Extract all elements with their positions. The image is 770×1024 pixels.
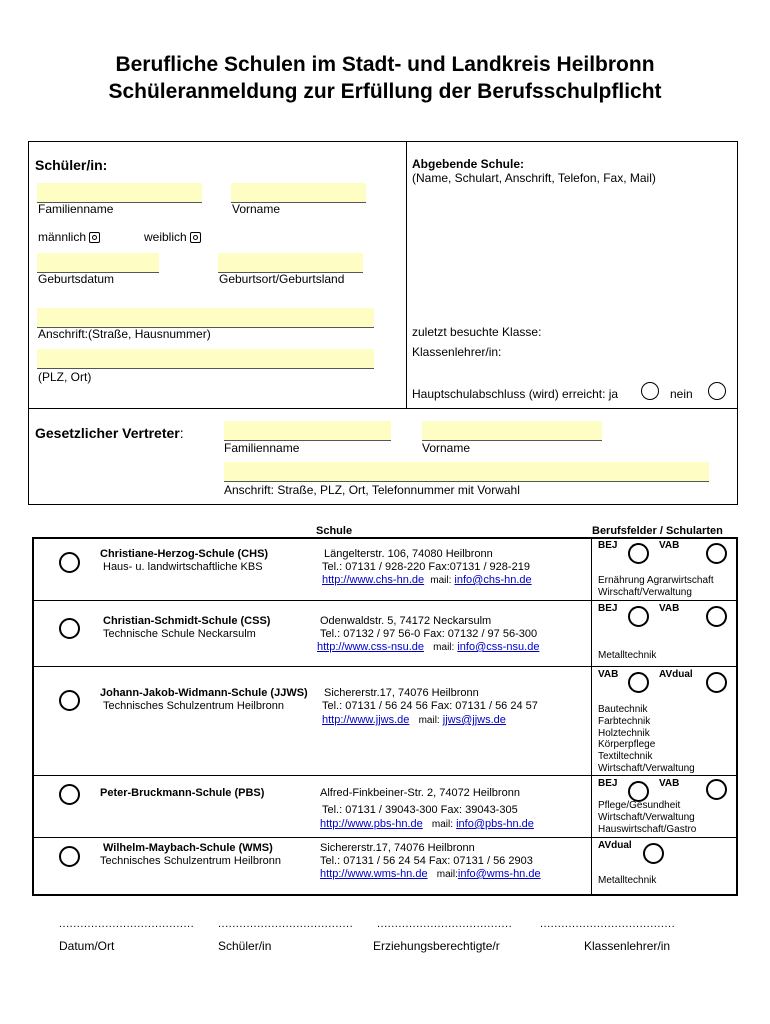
school-street: Alfred-Finkbeiner-Str. 2, 74072 Heilbronn bbox=[320, 787, 520, 799]
field-item: Metalltechnik bbox=[598, 650, 657, 661]
type-label: BEJ bbox=[598, 778, 618, 789]
type-label: AVdual bbox=[659, 669, 693, 680]
student-address-field[interactable] bbox=[37, 308, 374, 328]
field-item: Wirschaft/Verwaltung bbox=[598, 587, 692, 598]
class-teacher-label: Klassenlehrer/in: bbox=[412, 345, 502, 359]
birthdate-field[interactable] bbox=[37, 253, 159, 273]
guardian-address-label: Anschrift: Straße, PLZ, Ort, Telefonnummer mit Vorwahl bbox=[224, 483, 520, 497]
school-email-link[interactable]: jjws@jjws.de bbox=[442, 714, 506, 726]
guardian-lastname-label: Familienname bbox=[224, 441, 300, 455]
select-chs-radio[interactable] bbox=[59, 552, 80, 573]
guardian-heading-colon: : bbox=[179, 425, 184, 441]
field-item: Bautechnik bbox=[598, 704, 648, 715]
guardian-heading-text: Gesetzlicher Vertreter bbox=[35, 425, 180, 441]
student-heading: Schüler/in: bbox=[35, 157, 108, 173]
field-item: Holztechnik bbox=[598, 727, 650, 739]
school-email-link[interactable]: info@wms-hn.de bbox=[457, 868, 541, 880]
signature-line[interactable]: ...................................... bbox=[218, 918, 354, 930]
jjws-vab-radio[interactable] bbox=[628, 672, 649, 693]
signature-label-guardian: Erziehungsberechtigte/r bbox=[373, 939, 500, 953]
school-contact bbox=[322, 574, 532, 587]
col-school-header: Schule bbox=[316, 525, 353, 537]
select-css-radio[interactable] bbox=[59, 618, 80, 639]
pbs-bej-radio[interactable] bbox=[628, 781, 649, 802]
row-divider bbox=[32, 666, 738, 667]
signature-label-teacher: Klassenlehrer/in bbox=[584, 939, 671, 953]
select-jjws-radio[interactable] bbox=[59, 690, 80, 711]
signature-line[interactable]: ...................................... bbox=[59, 918, 195, 930]
row-divider bbox=[32, 600, 738, 601]
signature-label-student: Schüler/in bbox=[218, 939, 272, 953]
birthplace-label: Geburtsort/Geburtsland bbox=[219, 272, 345, 286]
field-list bbox=[598, 800, 696, 836]
type-label: AVdual bbox=[598, 840, 632, 851]
mail-label: mail: bbox=[430, 575, 452, 586]
css-bej-radio[interactable] bbox=[628, 606, 649, 627]
school-contact bbox=[320, 868, 541, 881]
school-street: Sichererstr.17, 74076 Heilbronn bbox=[324, 687, 479, 699]
school-contact bbox=[322, 714, 506, 727]
prev-school-heading: Abgebende Schule: bbox=[412, 157, 525, 171]
school-street: Odenwaldstr. 5, 74172 Neckarsulm bbox=[320, 615, 492, 627]
school-email-link[interactable]: info@chs-hn.de bbox=[454, 574, 532, 586]
student-city-field[interactable] bbox=[37, 349, 374, 369]
school-subtitle: Technische Schule Neckarsulm bbox=[103, 628, 256, 640]
mail-label: mail: bbox=[418, 715, 440, 726]
field-list bbox=[598, 575, 714, 599]
student-lastname-field[interactable] bbox=[37, 183, 202, 203]
school-website-link[interactable]: http://www.pbs-hn.de bbox=[320, 818, 423, 830]
divider bbox=[406, 141, 407, 409]
guardian-firstname-field[interactable] bbox=[422, 421, 602, 441]
school-phone: Tel.: 07131 / 56 24 54 Fax: 07131 / 56 2903 bbox=[320, 855, 533, 867]
graduation-no-label: nein bbox=[670, 387, 693, 401]
school-street: Längelterstr. 106, 74080 Heilbronn bbox=[324, 548, 493, 560]
male-checkbox[interactable] bbox=[89, 232, 100, 243]
student-firstname-label: Vorname bbox=[232, 202, 281, 216]
gender-female[interactable] bbox=[144, 230, 201, 244]
page-subtitle: Schüleranmeldung zur Erfüllung der Berufsschulpflicht bbox=[108, 80, 662, 103]
select-wms-radio[interactable] bbox=[59, 846, 80, 867]
page-title: Berufliche Schulen im Stadt- und Landkreis Heilbronn bbox=[115, 53, 655, 76]
mail-label: mail: bbox=[431, 819, 454, 830]
birthdate-label: Geburtsdatum bbox=[38, 272, 115, 286]
school-contact bbox=[317, 641, 539, 654]
school-email-link[interactable]: info@pbs-hn.de bbox=[456, 818, 534, 830]
school-phone: Tel.: 07131 / 928-220 Fax:07131 / 928-219 bbox=[322, 561, 530, 573]
field-item: Wirtschaft/Verwaltung bbox=[598, 762, 695, 774]
type-label: BEJ bbox=[598, 603, 618, 614]
school-website-link[interactable]: http://www.wms-hn.de bbox=[320, 868, 428, 880]
col-fields-header: Berufsfelder / Schularten bbox=[592, 525, 723, 537]
last-class-label: zuletzt besuchte Klasse: bbox=[412, 325, 542, 339]
field-item: Wirtschaft/Verwaltung bbox=[598, 812, 695, 823]
student-city-label: (PLZ, Ort) bbox=[38, 370, 92, 384]
field-item: Hauswirtschaft/Gastro bbox=[598, 824, 697, 835]
chs-bej-radio[interactable] bbox=[628, 543, 649, 564]
css-vab-radio[interactable] bbox=[706, 606, 727, 627]
field-item: Körperpflege bbox=[598, 739, 656, 751]
school-website-link[interactable]: http://www.jjws.de bbox=[322, 714, 410, 726]
school-phone: Tel.: 07131 / 39043-300 Fax: 39043-305 bbox=[322, 804, 518, 816]
school-subtitle: Technisches Schulzentrum Heilbronn bbox=[100, 855, 281, 867]
mail-label: mail: bbox=[433, 642, 455, 653]
birthplace-field[interactable] bbox=[218, 253, 363, 273]
female-checkbox[interactable] bbox=[190, 232, 201, 243]
type-label: BEJ bbox=[598, 540, 618, 551]
field-item: Farbtechnik bbox=[598, 715, 651, 727]
school-website-link[interactable]: http://www.css-nsu.de bbox=[317, 641, 424, 653]
school-contact bbox=[320, 818, 534, 831]
school-name: Wilhelm-Maybach-Schule (WMS) bbox=[103, 842, 273, 854]
graduation-label: Hauptschulabschluss (wird) erreicht: ja bbox=[412, 387, 619, 401]
mail-label: mail: bbox=[436, 869, 458, 880]
gender-male-label: männlich bbox=[38, 230, 87, 244]
school-website-link[interactable]: http://www.chs-hn.de bbox=[322, 574, 425, 586]
school-street: Sichererstr.17, 74076 Heilbronn bbox=[320, 842, 475, 854]
signature-line[interactable]: ...................................... bbox=[540, 918, 676, 930]
type-label: VAB bbox=[598, 669, 619, 680]
row-divider bbox=[32, 775, 738, 776]
guardian-lastname-field[interactable] bbox=[224, 421, 391, 441]
school-phone: Tel.: 07132 / 97 56-0 Fax: 07132 / 97 56-300 bbox=[320, 628, 538, 640]
chs-vab-radio[interactable] bbox=[706, 543, 727, 564]
school-name: Christiane-Herzog-Schule (CHS) bbox=[100, 548, 269, 560]
student-address-label: Anschrift:(Straße, Hausnummer) bbox=[38, 327, 211, 341]
jjws-avdual-radio[interactable] bbox=[706, 672, 727, 693]
field-list bbox=[598, 704, 695, 775]
type-label: VAB bbox=[659, 603, 680, 614]
graduation-no-radio[interactable] bbox=[708, 382, 726, 400]
pbs-vab-radio[interactable] bbox=[706, 779, 727, 800]
guardian-address-field[interactable] bbox=[224, 462, 709, 482]
student-firstname-field[interactable] bbox=[231, 183, 366, 203]
school-email-link[interactable]: info@css-nsu.de bbox=[457, 641, 540, 653]
type-label: VAB bbox=[659, 778, 680, 789]
field-item: Textiltechnik bbox=[598, 751, 653, 763]
signature-line[interactable]: ...................................... bbox=[377, 918, 513, 930]
type-label: VAB bbox=[659, 540, 680, 551]
row-divider bbox=[32, 837, 738, 838]
school-name: Johann-Jakob-Widmann-Schule (JJWS) bbox=[100, 687, 308, 699]
graduation-yes-radio[interactable] bbox=[641, 382, 659, 400]
signature-label-date: Datum/Ort bbox=[59, 939, 115, 953]
table-col-divider bbox=[591, 537, 592, 896]
field-item: Ernährung Agrarwirtschaft bbox=[598, 575, 714, 586]
prev-school-subheading: (Name, Schulart, Anschrift, Telefon, Fax, Mail) bbox=[412, 171, 656, 185]
school-name: Peter-Bruckmann-Schule (PBS) bbox=[100, 787, 265, 799]
gender-male[interactable] bbox=[38, 230, 100, 244]
field-item: Metalltechnik bbox=[598, 875, 657, 886]
guardian-firstname-label: Vorname bbox=[422, 441, 471, 455]
guardian-heading bbox=[35, 425, 184, 441]
gender-female-label: weiblich bbox=[144, 230, 187, 244]
school-subtitle: Haus- u. landwirtschaftliche KBS bbox=[103, 561, 263, 573]
student-lastname-label: Familienname bbox=[38, 202, 114, 216]
school-subtitle: Technisches Schulzentrum Heilbronn bbox=[103, 700, 284, 712]
select-pbs-radio[interactable] bbox=[59, 784, 80, 805]
field-item: Pflege/Gesundheit bbox=[598, 800, 681, 811]
school-name: Christian-Schmidt-Schule (CSS) bbox=[103, 615, 271, 627]
wms-avdual-radio[interactable] bbox=[643, 843, 664, 864]
school-phone: Tel.: 07131 / 56 24 56 Fax: 07131 / 56 24 57 bbox=[322, 700, 538, 712]
